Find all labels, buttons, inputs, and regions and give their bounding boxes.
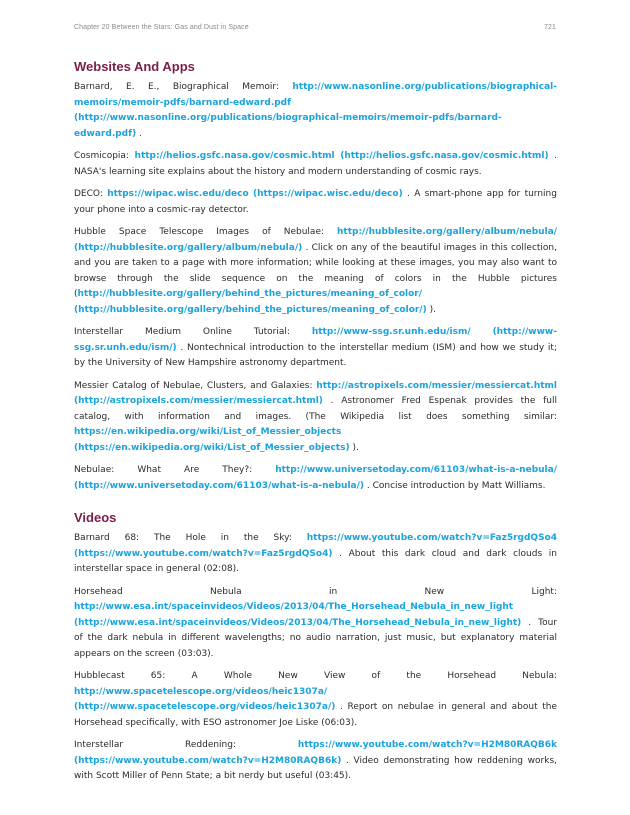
link-barnard68-video-paren[interactable]: (https://www.youtube.com/watch?v=Faz5rgdQSo4) <box>74 548 333 559</box>
link-messier-wiki[interactable]: https://en.wikipedia.org/wiki/List_of_Messier_objects <box>74 427 342 437</box>
video-entry-reddening: Interstellar Reddening: https://www.youtube.com/watch?v=H2M80RAQB6k (https://www.youtube.com/watch?v=H2M80RAQB6k) . Video demonstrating how reddening works, with Scott Miller of Penn State; a bit nerdy but useful (03:45). <box>74 740 557 781</box>
link-messier-wiki-paren[interactable]: (https://en.wikipedia.org/wiki/List_of_Messier_objects) <box>74 442 350 453</box>
link-hubble-color-paren[interactable]: (http://hubblesite.org/gallery/behind_the_pictures/meaning_of_color/) <box>74 304 427 315</box>
website-entry-deco: DECO: https://wipac.wisc.edu/deco (https://wipac.wisc.edu/deco) . A smart-phone app for turning your phone into a cosmic-ray detector. <box>74 189 557 215</box>
link-barnard-memoir-paren[interactable]: (http://www.nasonline.org/publications/biographical-memoirs/memoir-pdfs/barnard-edward.pdf) <box>74 113 502 139</box>
video-entry-horsehead: Horsehead Nebula in New Light: http://www.esa.int/spaceinvideos/Videos/2013/04/The_Horsehead_Nebula_in_new_light (http://www.esa.int/spaceinvideos/Videos/2013/04/The_Horsehead_Nebula_in_new_light) . Tour of the dark nebula in different wavelengths; no audio narration, just music, but explanatory material appears on the screen (03:03). <box>74 586 557 659</box>
link-hubblecast-video-paren[interactable]: (http://www.spacetelescope.org/videos/heic1307a/) <box>74 702 336 712</box>
website-entry-barnard: Barnard, E. E., Biographical Memoir: http://www.nasonline.org/publications/biographical-memoirs/memoir-pdfs/barnard-edward.pdf (http://www.nasonline.org/publications/biographical-memoirs/memoir-pdfs/barnard-edward.pdf) . <box>74 82 557 139</box>
page-content <box>74 58 557 792</box>
link-hubble-nebula-paren[interactable]: (http://hubblesite.org/gallery/album/nebula/) <box>74 242 303 253</box>
running-header <box>74 24 556 31</box>
link-deco[interactable]: https://wipac.wisc.edu/deco <box>107 189 249 199</box>
link-barnard68-video[interactable]: https://www.youtube.com/watch?v=Faz5rgdQSo4 <box>306 533 557 543</box>
chapter-title: Chapter 20 Between the Stars: Gas and Dust in Space <box>74 24 249 31</box>
link-deco-paren[interactable]: (https://wipac.wisc.edu/deco) <box>252 189 403 199</box>
link-hubble-color[interactable]: http://hubblesite.org/gallery/behind_the_pictures/meaning_of_color/ <box>77 289 422 299</box>
link-nebulae-what[interactable]: http://www.universetoday.com/61103/what-is-a-nebula/ <box>275 465 557 475</box>
video-entry-hubblecast: Hubblecast 65: A Whole New View of the Horsehead Nebula: http://www.spacetelescope.org/videos/heic1307a/ (http://www.spacetelescope.org/videos/heic1307a/) . Report on nebulae in general and about the Horsehead specifically, with ESO astronomer Joe Liske (06:03). <box>74 671 557 728</box>
websites-heading: Websites And Apps <box>74 59 195 74</box>
link-cosmicopia-paren[interactable]: (http://helios.gsfc.nasa.gov/cosmic.html) <box>340 151 549 161</box>
link-horsehead-video[interactable]: http://www.esa.int/spaceinvideos/Videos/2013/04/The_Horsehead_Nebula_in_new_light <box>74 602 514 612</box>
website-entry-cosmicopia: Cosmicopia: http://helios.gsfc.nasa.gov/cosmic.html (http://helios.gsfc.nasa.gov/cosmic.html) . NASA's learning site explains about the history and modern understanding of cosmic rays. <box>74 151 557 177</box>
link-ism-paren[interactable]: (http://www-ssg.sr.unh.edu/ism/) <box>74 327 557 353</box>
link-ism[interactable]: http://www-ssg.sr.unh.edu/ism/ <box>311 327 471 337</box>
link-horsehead-video-paren[interactable]: (http://www.esa.int/spaceinvideos/Videos/2013/04/The_Horsehead_Nebula_in_new_light) <box>74 617 522 628</box>
link-reddening-video-paren[interactable]: (https://www.youtube.com/watch?v=H2M80RAQB6k) <box>74 755 342 766</box>
link-cosmicopia[interactable]: http://helios.gsfc.nasa.gov/cosmic.html <box>134 151 335 161</box>
website-entry-ism: Interstellar Medium Online Tutorial: http://www-ssg.sr.unh.edu/ism/ (http://www-ssg.sr.unh.edu/ism/) . Nontechnical introduction to the interstellar medium (ISM) and how we study it; by the University of New Hampshire astronomy department. <box>74 327 557 368</box>
page-number: 721 <box>544 24 556 31</box>
website-entry-nebulae: Nebulae: What Are They?: http://www.universetoday.com/61103/what-is-a-nebula/ (http://www.universetoday.com/61103/what-is-a-nebula/) . Concise introduction by Matt Williams. <box>74 465 557 491</box>
video-entry-barnard68: Barnard 68: The Hole in the Sky: https://www.youtube.com/watch?v=Faz5rgdQSo4 (https://www.youtube.com/watch?v=Faz5rgdQSo4) . About this dark cloud and dark clouds in interstellar space in general (02:08). <box>74 533 557 574</box>
link-messier-cat-paren[interactable]: (http://astropixels.com/messier/messiercat.html) <box>74 396 323 406</box>
website-entry-messier: Messier Catalog of Nebulae, Clusters, and Galaxies: http://astropixels.com/messier/messiercat.html (http://astropixels.com/messier/messiercat.html) . Astronomer Fred Espenak provides the full catalog, with information and images. (The Wikipedia list does something similar: https://en.wikipedia.org/wiki/List_of_Messier_objects (https://en.wikipedia.org/wiki/List_of_Messier_objects) ). <box>74 380 557 453</box>
link-messier-cat[interactable]: http://astropixels.com/messier/messiercat.html <box>316 380 557 391</box>
link-barnard-memoir[interactable]: http://www.nasonline.org/publications/biographical-memoirs/memoir-pdfs/barnard-edward.pdf <box>74 82 557 108</box>
website-entry-hubble: Hubble Space Telescope Images of Nebulae: http://hubblesite.org/gallery/album/nebula/ (http://hubblesite.org/gallery/album/nebula/) . Click on any of the beautiful images in this collection, and you are taken to a page with more information; while looking at these images, you may also want to browse through the slide sequence on the meaning of colors in the Hubble pictures (http://hubblesite.org/gallery/behind_the_pictures/meaning_of_color/ (http://hubblesite.org/gallery/behind_the_pictures/meaning_of_color/) ). <box>74 227 557 315</box>
link-reddening-video[interactable]: https://www.youtube.com/watch?v=H2M80RAQB6k <box>297 740 557 750</box>
link-hubblecast-video[interactable]: http://www.spacetelescope.org/videos/heic1307a/ <box>74 686 328 697</box>
link-hubble-nebula[interactable]: http://hubblesite.org/gallery/album/nebula/ <box>337 227 557 237</box>
videos-heading: Videos <box>74 510 117 525</box>
link-nebulae-what-paren[interactable]: (http://www.universetoday.com/61103/what-is-a-nebula/) <box>74 480 364 491</box>
